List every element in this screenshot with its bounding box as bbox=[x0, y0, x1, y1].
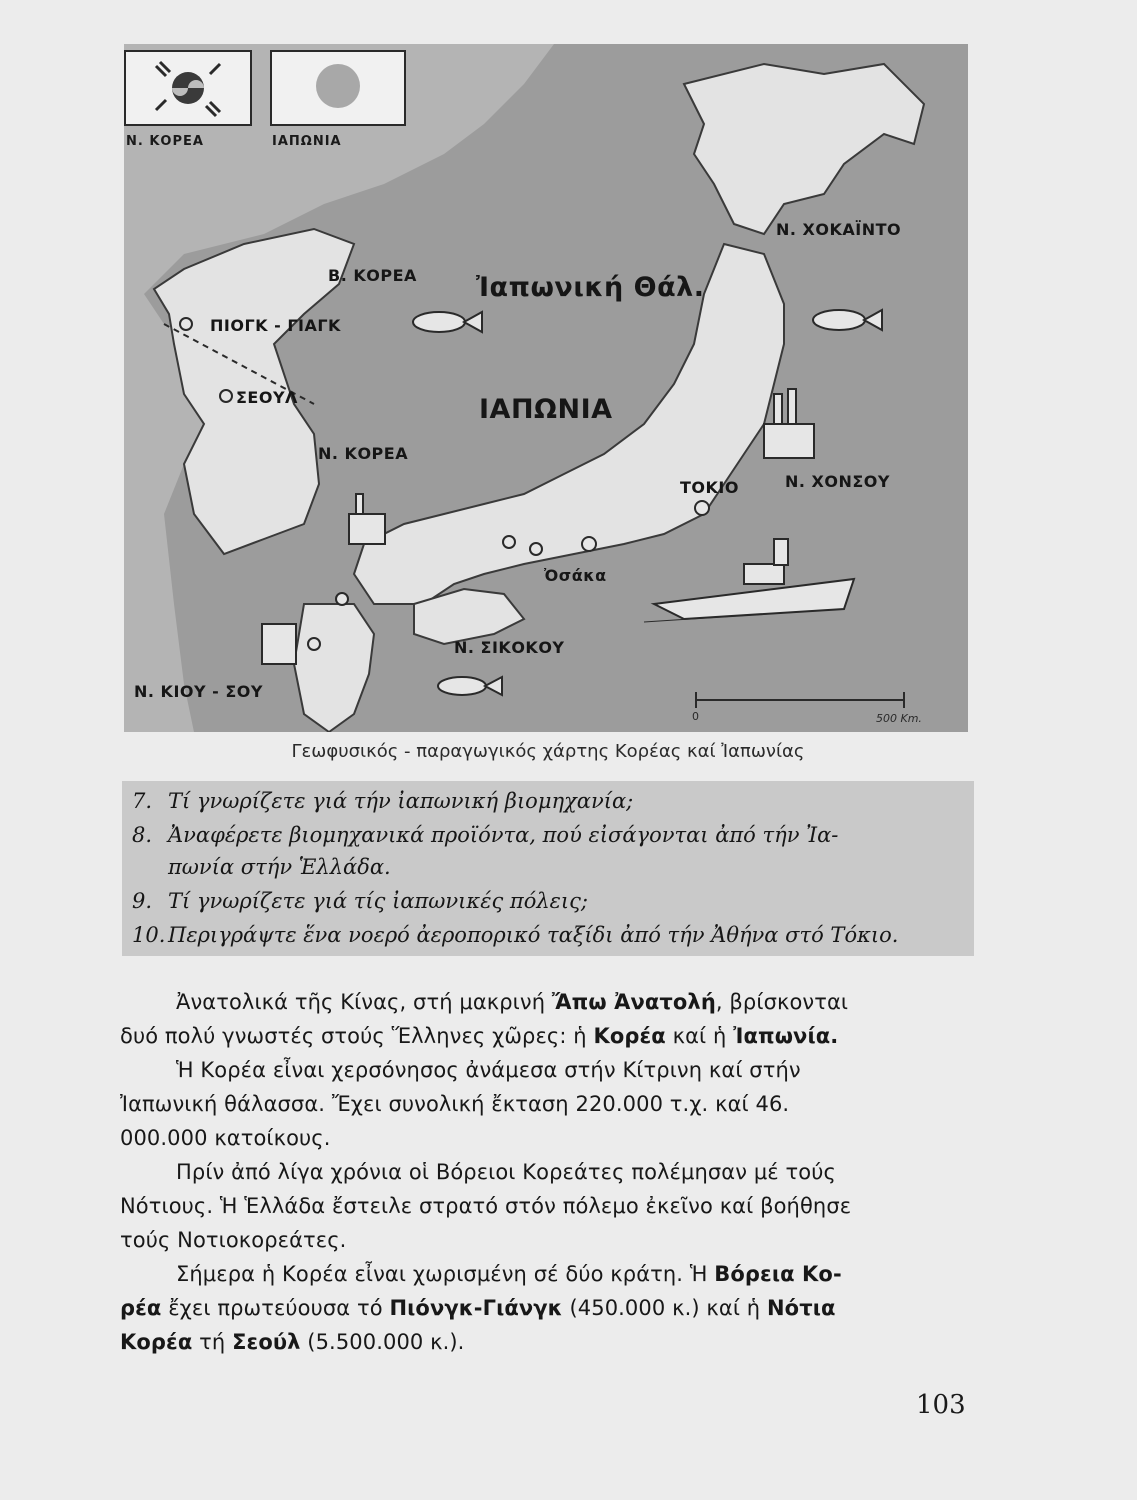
hokkaido-label: Ν. ΧΟΚΑΪΝΤΟ bbox=[776, 220, 902, 239]
scale-end-label: 500 Km. bbox=[876, 712, 922, 725]
osaka-label: Ὀσάκα bbox=[544, 566, 607, 585]
paragraph-line: Σήμερα ἡ Κορέα εἶναι χωρισμένη σέ δύο κράτη. Ἡ Βόρεια Κο- bbox=[176, 1262, 842, 1286]
paragraph-line: Ἀνατολικά τῆς Κίνας, στή μακρινή Ἄπω Ἀνατολή, βρίσκονται bbox=[176, 990, 849, 1014]
question-7 bbox=[132, 789, 633, 813]
seoul-label: ΣΕΟΥΛ bbox=[236, 388, 298, 407]
question-number: 7. bbox=[132, 789, 153, 813]
fish-drawing-2 bbox=[813, 310, 882, 330]
question-number: 8. bbox=[132, 823, 153, 847]
question-number: 9. bbox=[132, 889, 153, 913]
paragraph-line: Νότιους. Ἡ Ἑλλάδα ἔστειλε στρατό στόν πόλεμο ἐκεῖνο καί βοήθησε bbox=[120, 1194, 852, 1218]
fish-drawing-3 bbox=[438, 677, 502, 695]
honshu-label: Ν. ΧΟΝΣΟΥ bbox=[785, 472, 890, 491]
south-korea-flag bbox=[124, 50, 252, 126]
question-9 bbox=[132, 889, 588, 913]
map-caption: Γεωφυσικός - παραγωγικός χάρτης Κορέας καί Ἰαπωνίας bbox=[291, 741, 805, 762]
question-8 bbox=[132, 823, 838, 847]
kyushu-shape bbox=[294, 604, 374, 732]
question-text: Περιγράψτε ἕνα νοερό ἀεροπορικό ταξίδι ἀπό τήν Ἀθήνα στό Τόκιο. bbox=[168, 923, 899, 947]
scale-start-label: 0 bbox=[692, 710, 699, 723]
paragraph-line: 000.000 κατοίκους. bbox=[120, 1126, 331, 1150]
hokkaido-shape bbox=[684, 64, 924, 234]
japan-flag bbox=[270, 50, 406, 126]
paragraph-line: τούς Νοτιοκορεάτες. bbox=[120, 1228, 347, 1252]
south-korea-flag-label: Ν. ΚΟΡΕΑ bbox=[126, 134, 204, 149]
question-text: Τί γνωρίζετε γιά τίς ἰαπωνικές πόλεις; bbox=[168, 889, 588, 913]
shikoku-label: Ν. ΣΙΚΟΚΟΥ bbox=[454, 638, 565, 657]
question-text: Ἀναφέρετε βιομηχανικά προϊόντα, πού εἰσάγονται ἀπό τήν Ἰα- bbox=[168, 823, 839, 847]
question-10 bbox=[132, 923, 898, 947]
ship-drawing bbox=[644, 539, 854, 622]
paragraph-line: Ἡ Κορέα εἶναι χερσόνησος ἀνάμεσα στήν Κίτρινη καί στήν bbox=[176, 1058, 801, 1082]
japan-label: ΙΑΠΩΝΙΑ bbox=[479, 394, 613, 425]
scale-bar bbox=[696, 692, 904, 708]
page-number: 103 bbox=[916, 1390, 966, 1420]
south-korea-label: Ν. ΚΟΡΕΑ bbox=[318, 444, 409, 463]
question-8-continued: πωνία στήν Ἑλλάδα. bbox=[168, 855, 391, 879]
kyushu-label: Ν. ΚΙΟΥ - ΣΟΥ bbox=[134, 682, 263, 701]
map-figure bbox=[124, 44, 968, 732]
paragraph-line: Ἰαπωνική θάλασσα. Ἔχει συνολική ἔκταση 220.000 τ.χ. καί 46. bbox=[120, 1092, 790, 1116]
paragraph-line: δυό πολύ γνωστές στούς Ἕλληνες χῶρες: ἡ Κορέα καί ἡ Ἰαπωνία. bbox=[120, 1024, 839, 1048]
paragraph-line: Κορέα τή Σεούλ (5.500.000 κ.). bbox=[120, 1330, 465, 1354]
paragraph-line: Πρίν ἀπό λίγα χρόνια οἱ Βόρειοι Κορεάτες πολέμησαν μέ τούς bbox=[176, 1160, 836, 1184]
north-korea-label: Β. ΚΟΡΕΑ bbox=[328, 266, 417, 285]
question-text: Τί γνωρίζετε γιά τήν ἰαπωνική βιομηχανία; bbox=[168, 789, 634, 813]
question-number: 10. bbox=[132, 923, 166, 947]
japan-flag-label: ΙΑΠΩΝΙΑ bbox=[272, 134, 342, 149]
tokyo-label: ΤΟΚΙΟ bbox=[680, 478, 739, 497]
questions-box bbox=[122, 781, 974, 956]
pyongyang-label: ΠΙΟΓΚ - ΓΙΑΓΚ bbox=[210, 316, 341, 335]
fish-drawing-1 bbox=[413, 312, 482, 332]
sea-of-japan-label: Ἰαπωνική Θάλ. bbox=[476, 272, 705, 303]
paragraph-line: ρέα ἔχει πρωτεύουσα τό Πιόνγκ-Γιάνγκ (450.000 κ.) καί ἡ Νότια bbox=[120, 1296, 836, 1320]
